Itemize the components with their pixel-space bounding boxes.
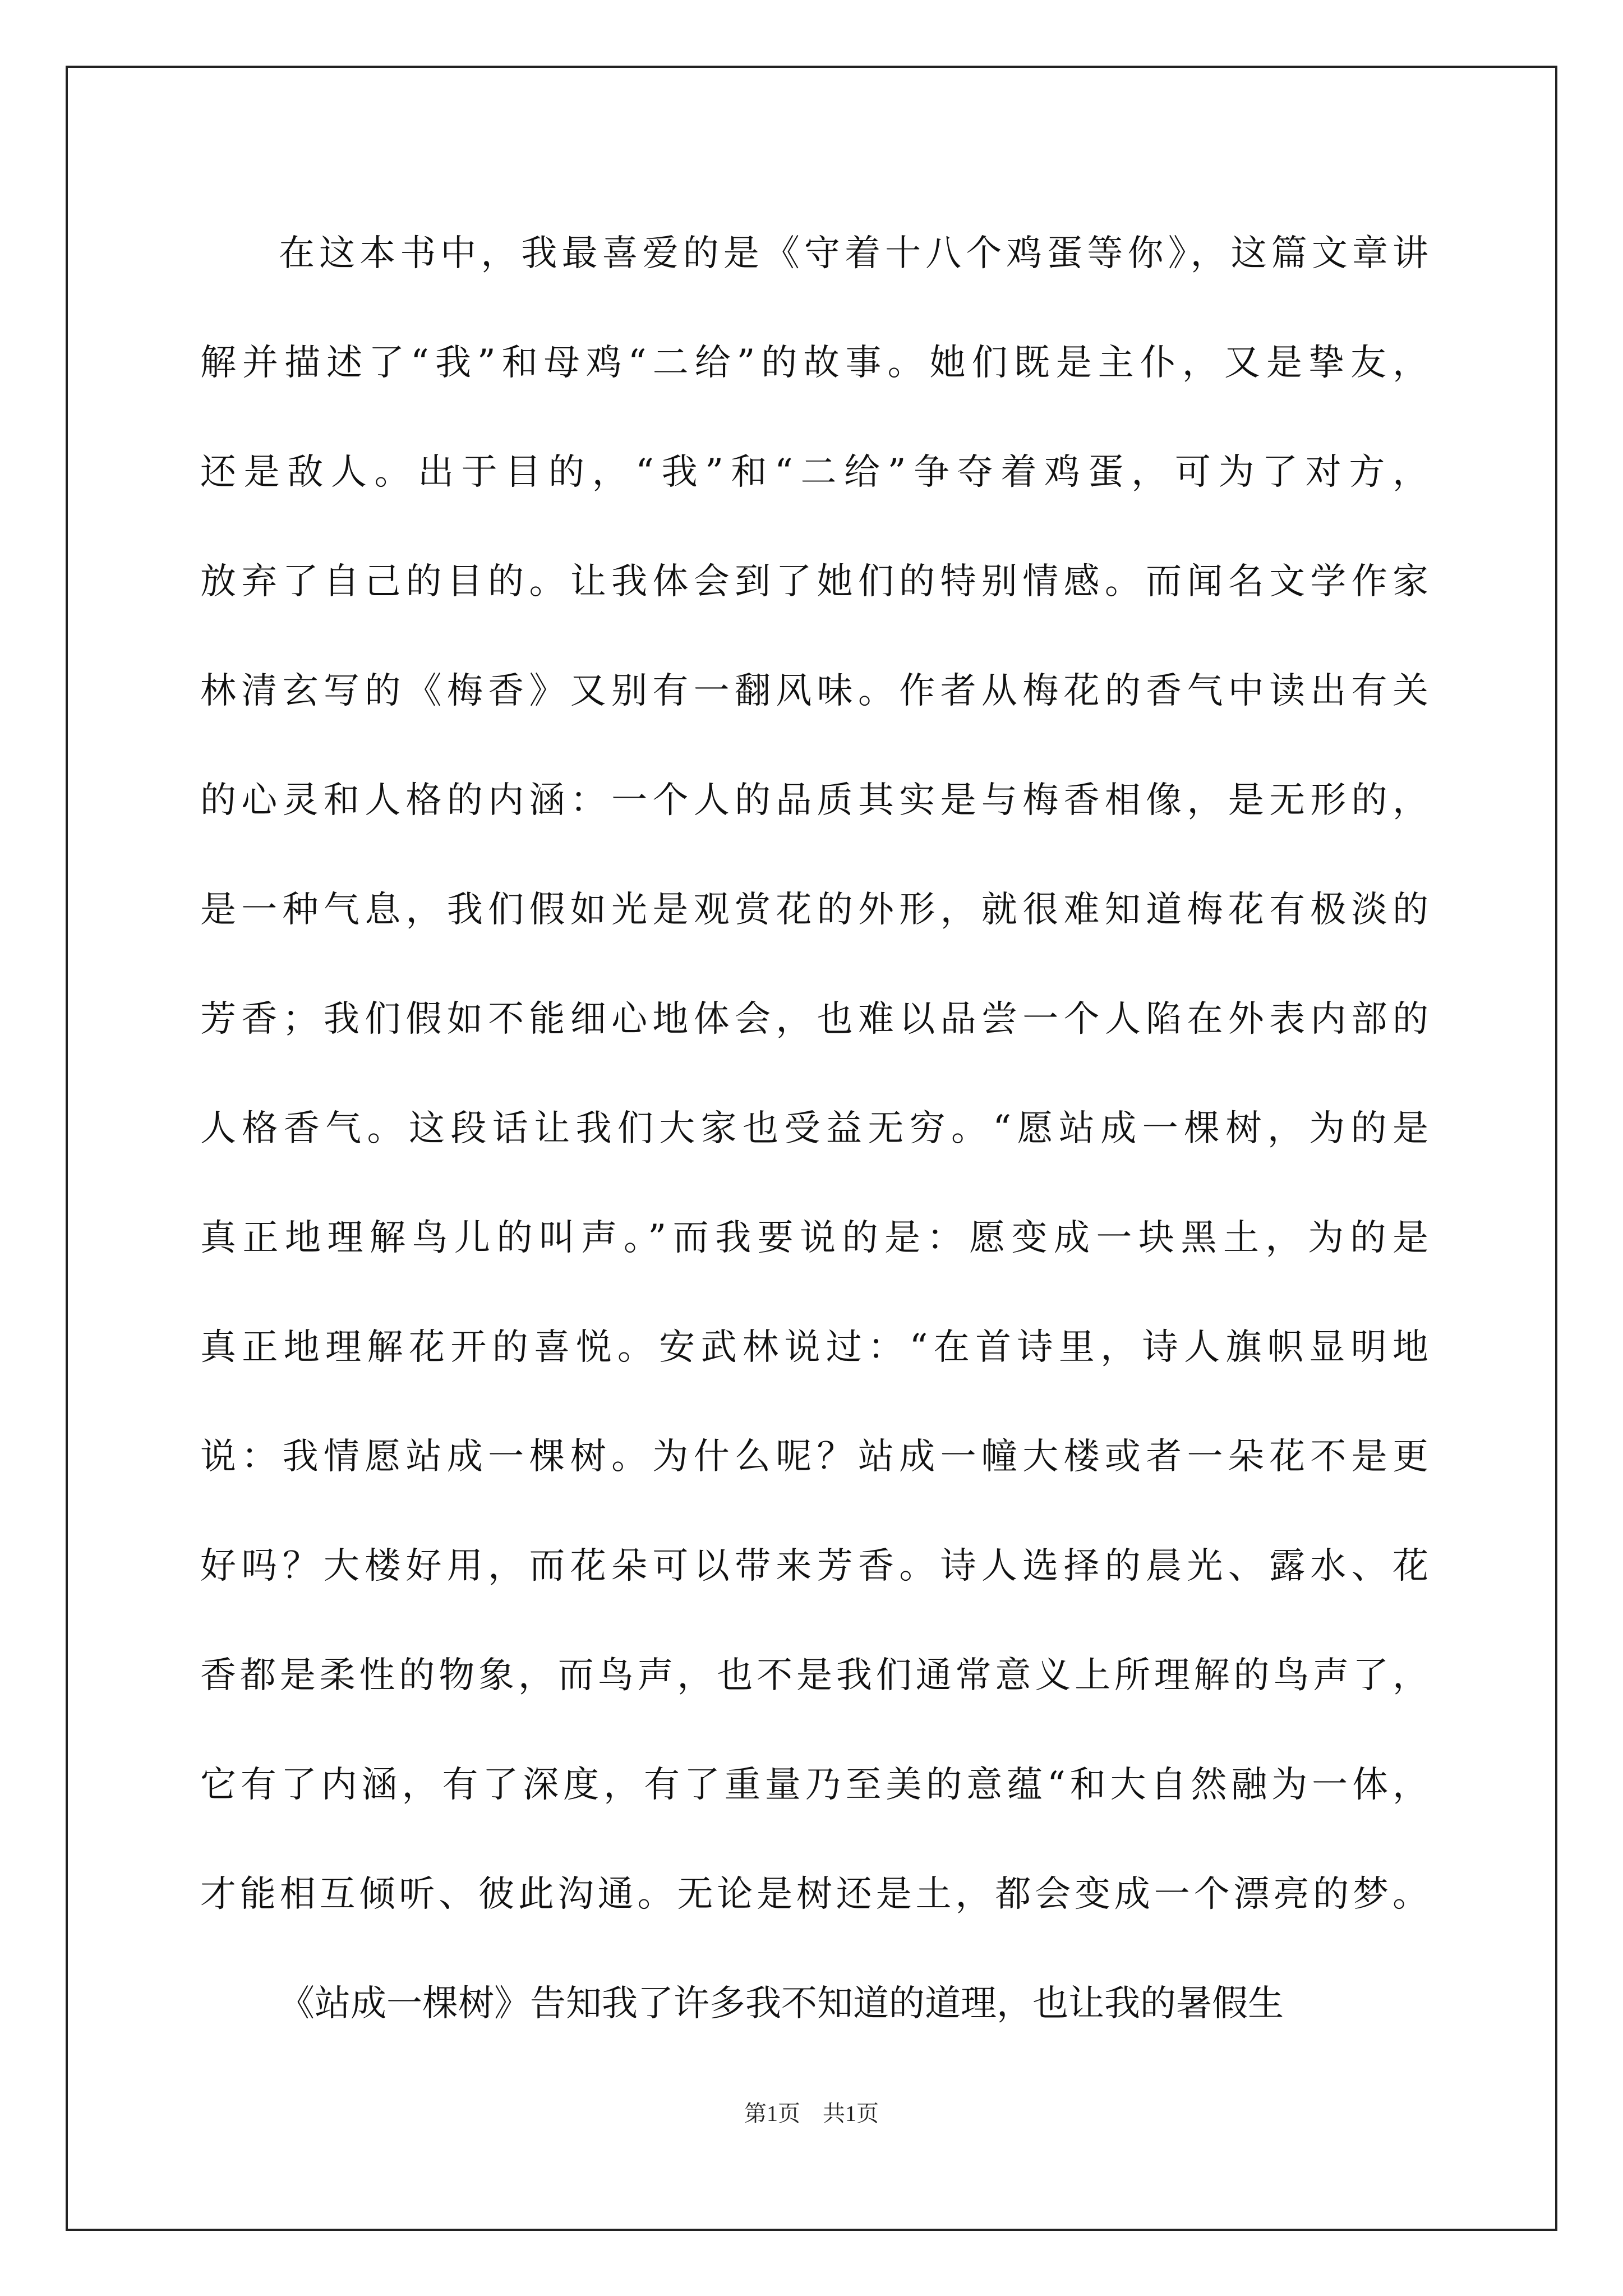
paragraph-line: 才能相互倾听、彼此沟通。无论是树还是土，都会变成一个漂亮的梦。 — [200, 1874, 1428, 1915]
paragraph-line: 放弃了自己的目的。让我体会到了她们的特别情感。而闻名文学作家 — [200, 561, 1428, 602]
paragraph-line: 说：我情愿站成一棵树。为什么呢？站成一幢大楼或者一朵花不是更 — [200, 1436, 1428, 1478]
paragraph-line: 它有了内涵，有了深度，有了重量乃至美的意蕴“和大自然融为一体， — [200, 1764, 1428, 1806]
paragraph-line: 是一种气息，我们假如光是观赏花的外形，就很难知道梅花有极淡的 — [200, 889, 1428, 931]
paragraph-line: 真正地理解鸟儿的叫声。”而我要说的是：愿变成一块黑土，为的是 — [200, 1217, 1428, 1259]
paragraph-line: 在这本书中，我最喜爱的是《守着十八个鸡蛋等你》，这篇文章讲 — [279, 233, 1428, 274]
paragraph-line: 还是敌人。出于目的，“我”和“二给”争夺着鸡蛋，可为了对方， — [200, 452, 1428, 493]
paragraph-line: 林清玄写的《梅香》又别有一翻风味。作者从梅花的香气中读出有关 — [200, 670, 1428, 712]
paragraph-line: 人格香气。这段话让我们大家也受益无穷。“愿站成一棵树，为的是 — [200, 1108, 1428, 1149]
paragraph-line: 真正地理解花开的喜悦。安武林说过：“在首诗里，诗人旗帜显明地 — [200, 1327, 1428, 1368]
paragraph-line: 的心灵和人格的内涵：一个人的品质其实是与梅香相像，是无形的， — [200, 780, 1428, 821]
page-number: 第1页 共1页 — [744, 2101, 879, 2126]
paragraph-line: 香都是柔性的物象，而鸟声，也不是我们通常意义上所理解的鸟声了， — [200, 1655, 1428, 1696]
paragraph-line: 芳香；我们假如不能细心地体会，也难以品尝一个人陷在外表内部的 — [200, 999, 1428, 1040]
paragraph-line: 解并描述了“我”和母鸡“二给”的故事。她们既是主仆，又是挚友， — [200, 342, 1428, 384]
paragraph-line: 好吗？大楼好用，而花朵可以带来芳香。诗人选择的晨光、露水、花 — [200, 1545, 1428, 1587]
paragraph-line: 《站成一棵树》告知我了许多我不知道的道理，也让我的暑假生 — [279, 1983, 1284, 2024]
